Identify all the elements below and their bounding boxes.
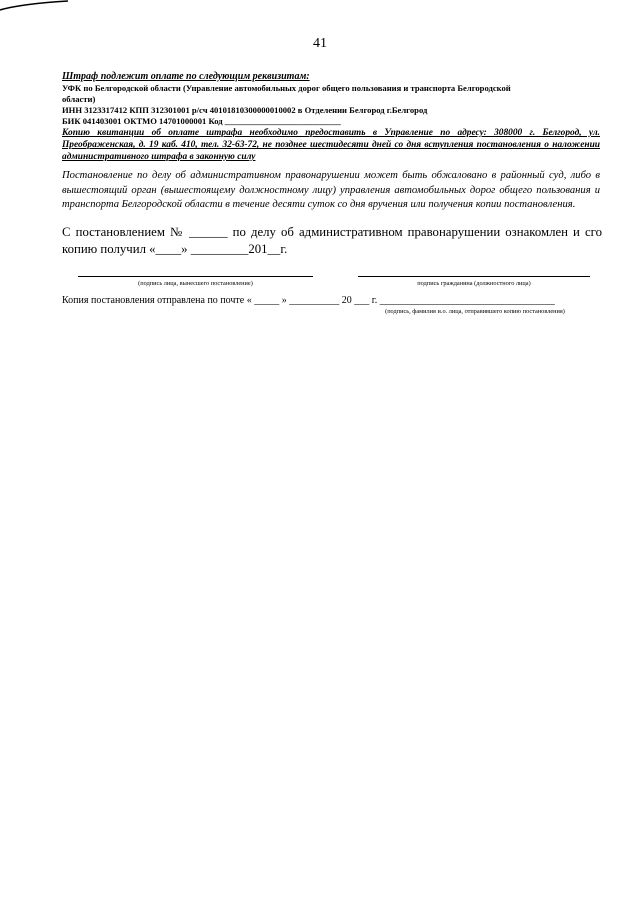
inn-kpp-account-line: ИНН 3123317412 КПП 312301001 р/сч 40101810300000010002 в Отделении Белгород г.Белгород <box>62 105 428 115</box>
acknowledgement-statement: С постановлением № ______ по делу об административном правонарушении ознакомлен и сго копию получил «____» _________201__г. <box>62 225 602 256</box>
page-number: 41 <box>313 36 327 51</box>
recipient-line-2: области) <box>62 94 96 104</box>
official-signature-caption: (подпись лица, вынесшего постановление) <box>138 280 253 287</box>
official-signature-line <box>78 276 313 277</box>
recipient-line-1: УФК по Белгородской области (Управление автомобильных дорог общего пользования и транспорта Белгородской <box>62 83 511 93</box>
mailing-statement: Копия постановления отправлена по почте « _____ » __________ 20 ___ г. ___________________________________ <box>62 295 555 306</box>
receipt-copy-note: Копию квитанции об оплате штрафа необходимо предоставить в Управление по адресу: 308000 г. Белгород, ул. Преображенская, д. 19 каб. 410, тел. 32-63-72, не позднее шестидесяти дней со дня вступления постановления о наложении административного штрафа в законную силу <box>62 128 600 162</box>
citizen-signature-caption: подпись гражданина (должностного лица) <box>417 280 531 287</box>
appeal-notice: Постановление по делу об административном правонарушении может быть обжаловано в районный суд, либо в вышестоящий орган (вышестоящему должностному лицу) управления автомобильных дорог общего пользования и транспорта Белгородской области в течение десяти суток со дня вручения или получения копии постановления. <box>62 170 600 210</box>
mailing-signature-caption: (подпись, фамилия и.о. лица, отправившего копию постановления) <box>385 308 565 315</box>
citizen-signature-line <box>358 276 590 277</box>
requisites-title: Штраф подлежит оплате по следующим реквизитам: <box>62 71 310 82</box>
scan-edge-mark <box>0 0 70 14</box>
bik-oktmo-line: БИК 041403001 ОКТМО 14701000001 Код ___________________________ <box>62 116 341 126</box>
